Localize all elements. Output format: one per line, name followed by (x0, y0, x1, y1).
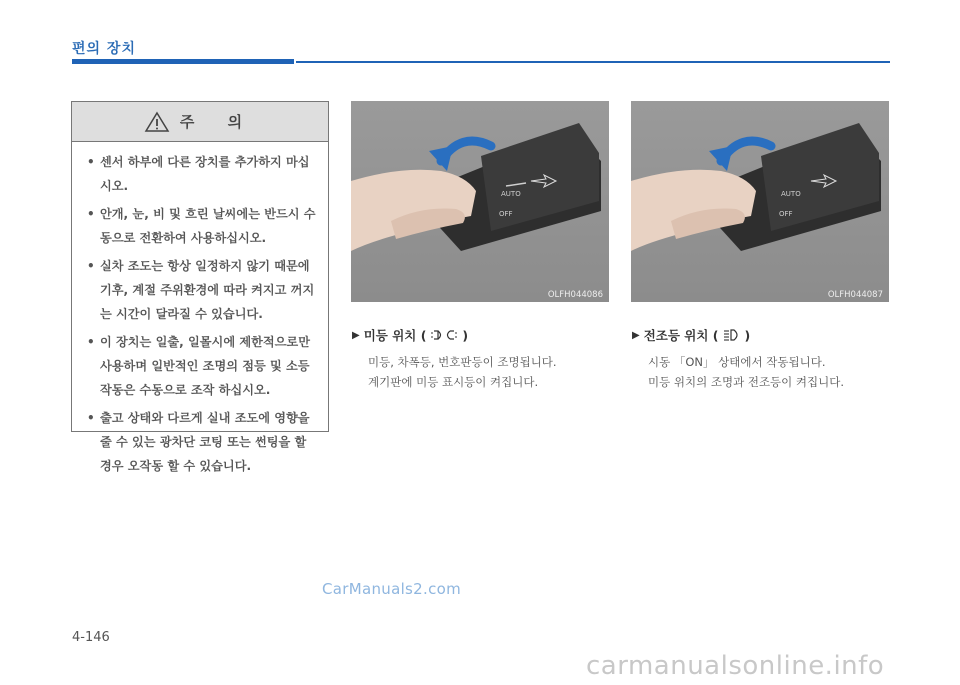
section-title: 편의 장치 (72, 41, 136, 57)
parking-light-description (368, 352, 557, 392)
heading-headlight (632, 326, 750, 344)
svg-text:OFF: OFF (779, 210, 793, 218)
headlight-description (648, 352, 844, 392)
body-line: 시동 「ON」 상태에서 작동됩니다. (648, 355, 826, 369)
triangle-bullet-icon: ▶ (352, 329, 360, 341)
body-line: 계기판에 미등 표시등이 켜집니다. (368, 375, 539, 389)
caution-header (72, 102, 328, 142)
heading-parking-light (352, 326, 468, 344)
svg-text:AUTO: AUTO (501, 190, 521, 198)
triangle-bullet-icon: ▶ (632, 329, 640, 341)
heading-text: 미등 위치 ( (363, 328, 427, 343)
watermark-bottom: carmanualsonline.info (586, 651, 885, 681)
figure-code: OLFH044087 (827, 290, 883, 300)
warning-triangle-icon (144, 111, 170, 133)
caution-item: • 출고 상태와 다르게 실내 조도에 영향을 줄 수 있는 광차단 코팅 또는 썬팅을 할 경우 오작동 할 수 있습니다. (86, 406, 318, 478)
body-line: 미등, 차폭등, 번호판등이 조명됩니다. (368, 355, 557, 369)
caution-list (72, 142, 328, 478)
watermark-top: CarManuals2.com (322, 580, 462, 598)
header-rule-thin (296, 61, 890, 63)
heading-text: 전조등 위치 ( (643, 328, 719, 343)
figure-code: OLFH044086 (547, 290, 603, 300)
header-rule-thick (72, 59, 294, 64)
caution-item: • 안개, 눈, 비 및 흐린 날씨에는 반드시 수동으로 전환하여 사용하십시오. (86, 202, 318, 250)
headlight-icon (723, 328, 741, 342)
figure-parking-light (351, 101, 609, 302)
light-switch-illustration (351, 101, 609, 302)
caution-title: 주 의 (179, 113, 257, 131)
heading-text-end: ) (744, 327, 751, 343)
page-number: 4-146 (72, 630, 110, 645)
body-line: 미등 위치의 조명과 전조등이 켜집니다. (648, 375, 845, 389)
light-switch-illustration (631, 101, 889, 302)
heading-text-end: ) (462, 327, 469, 343)
caution-box (71, 101, 329, 473)
svg-text:OFF: OFF (499, 210, 513, 218)
parking-light-icon (430, 328, 458, 342)
svg-text:AUTO: AUTO (781, 190, 801, 198)
figure-headlight (631, 101, 889, 302)
caution-item: • 이 장치는 일출, 일몰시에 제한적으로만 사용하며 일반적인 조명의 점등 및 소등 작동은 수동으로 조작 하십시오. (86, 330, 318, 402)
caution-item: • 센서 하부에 다른 장치를 추가하지 마십시오. (86, 150, 318, 198)
caution-item: • 실차 조도는 항상 일정하지 않기 때문에 기후, 계절 주위환경에 따라 켜지고 꺼지는 시간이 달라질 수 있습니다. (86, 254, 318, 326)
